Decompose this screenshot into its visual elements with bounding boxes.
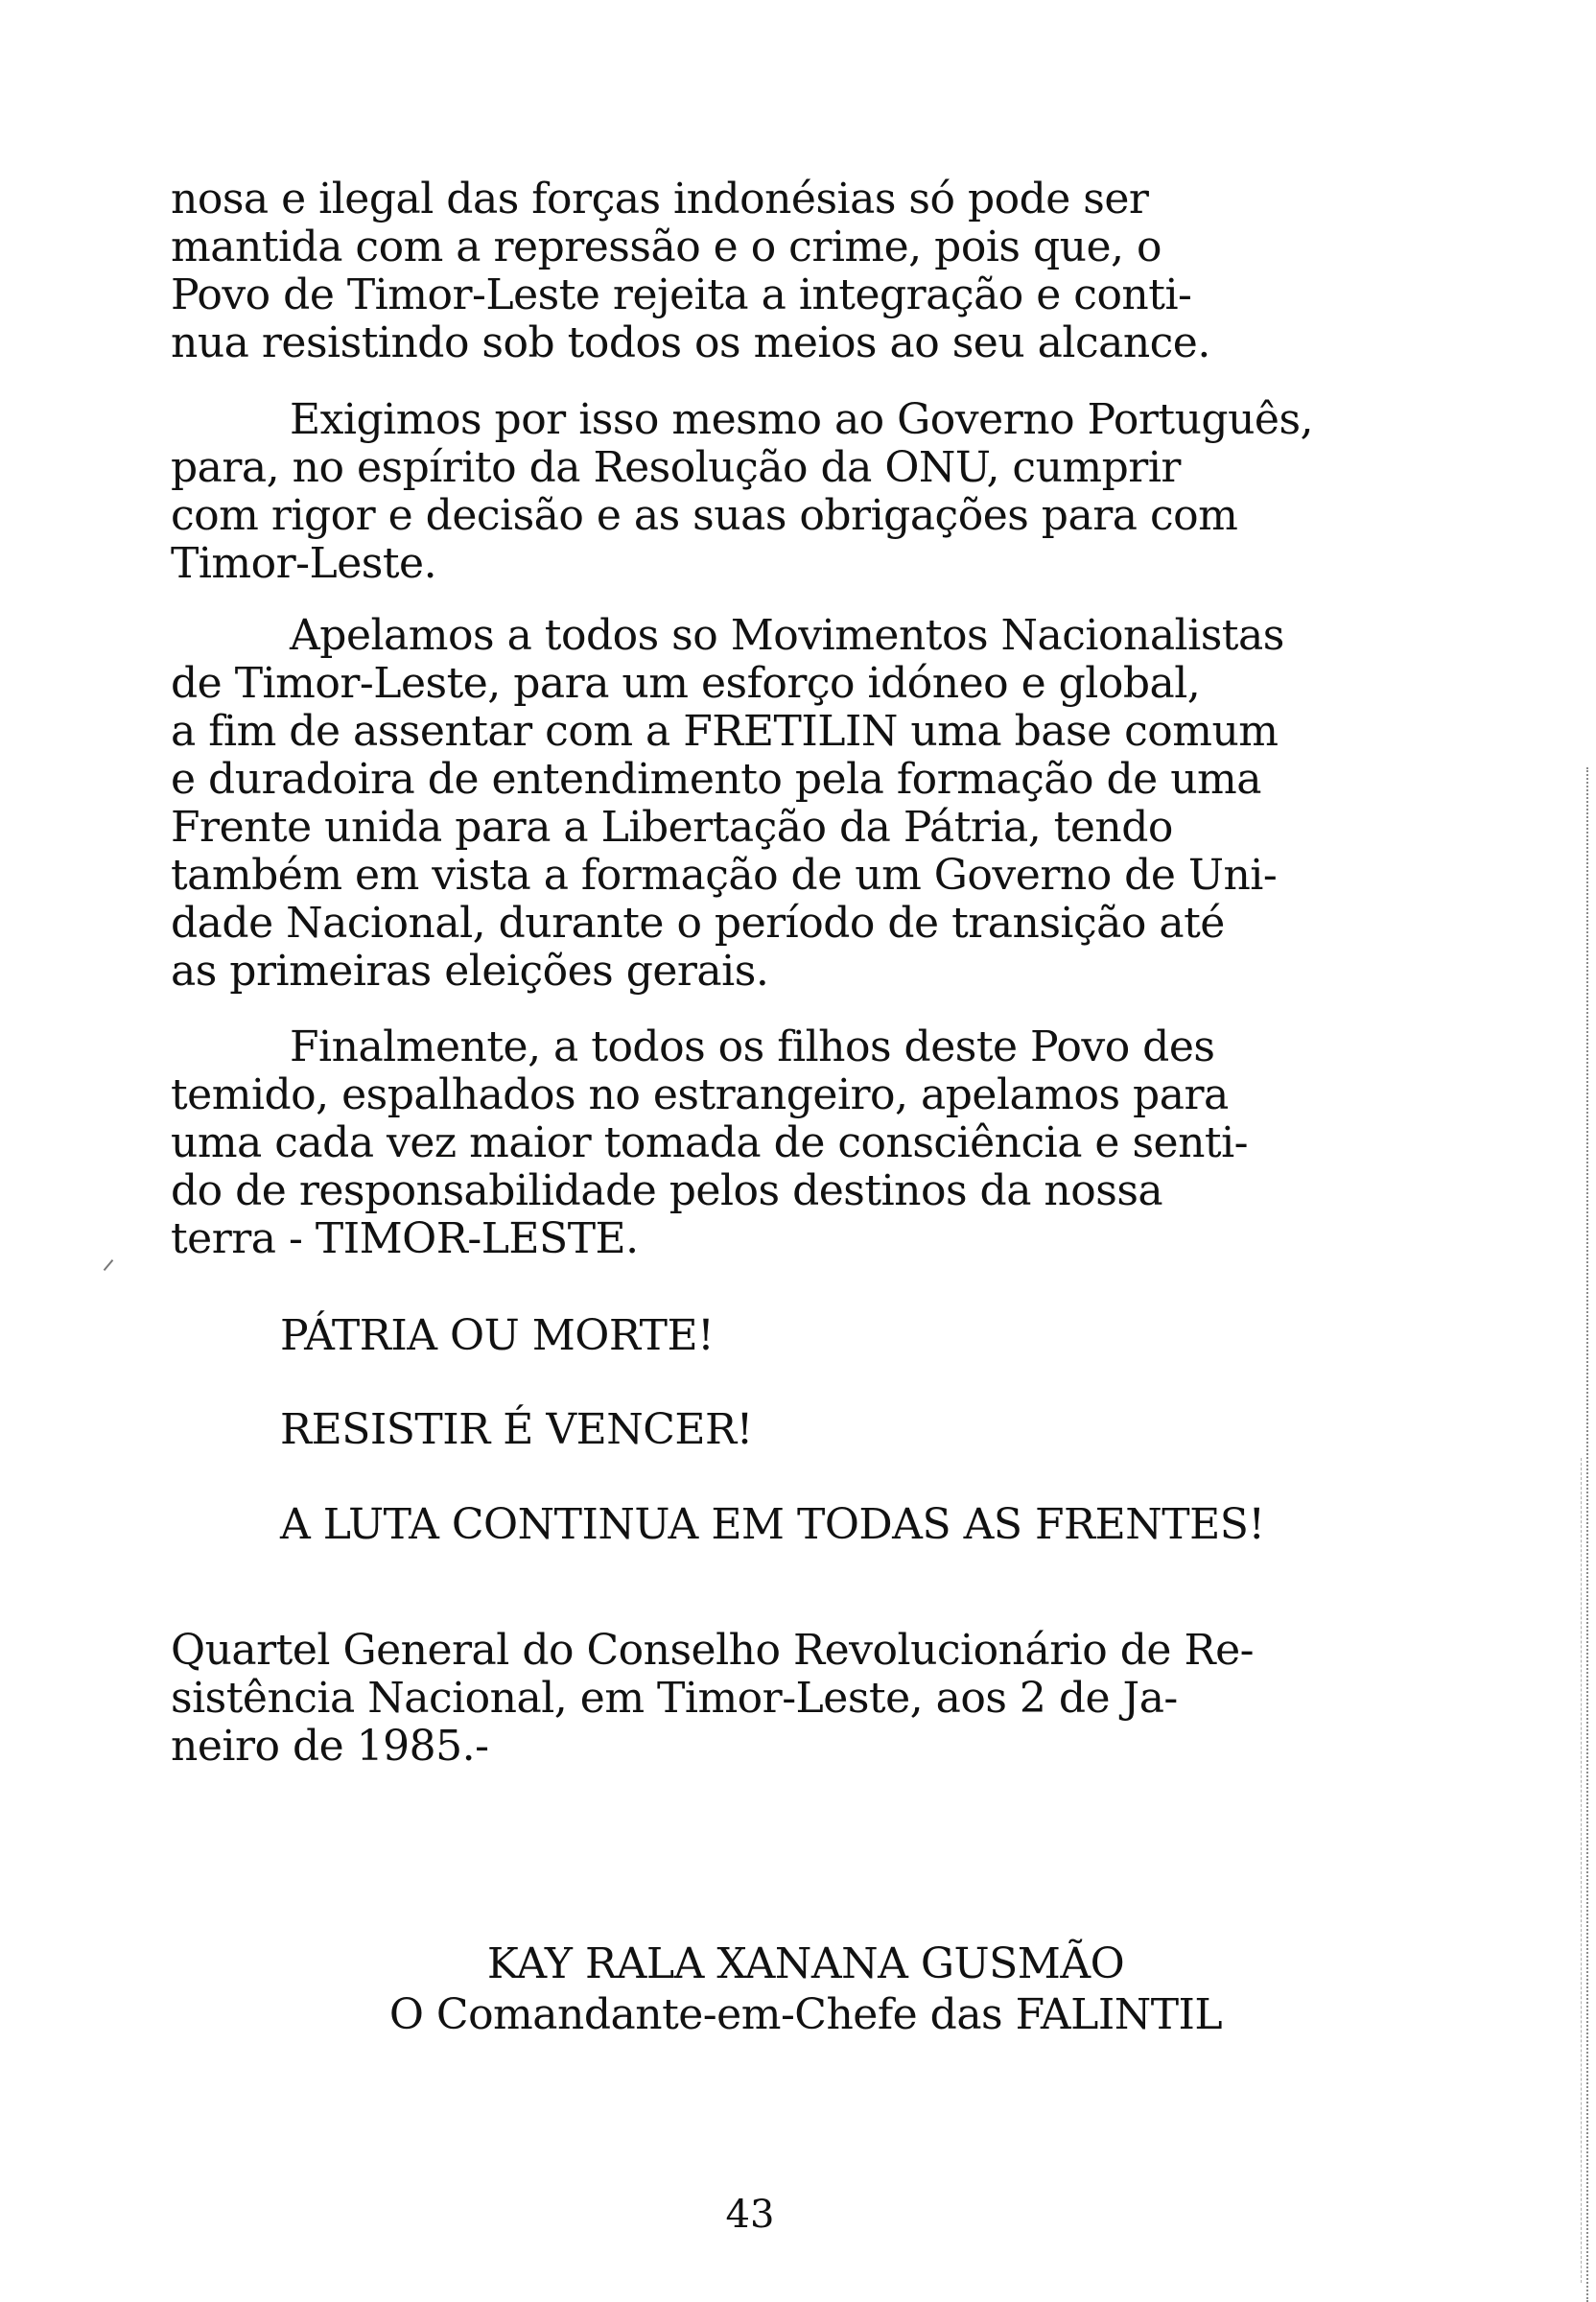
signature-name: KAY RALA XANANA GUSMÃO (486, 1939, 1125, 1988)
paragraph-line: as primeiras eleições gerais. (171, 947, 769, 996)
closing-line: neiro de 1985.- (171, 1722, 489, 1771)
paragraph-line: de Timor-Leste, para um esforço idóneo e global, (171, 659, 1201, 708)
paragraph-line: e duradoira de entendimento pela formação de uma (171, 755, 1261, 804)
paragraph-4 (171, 1023, 1379, 1263)
closing-line: sistência Nacional, em Timor-Leste, aos 2 de Ja- (171, 1674, 1178, 1723)
paragraph-line: terra - TIMOR-LESTE. (171, 1214, 639, 1263)
paragraph-line: Frente unida para a Libertação da Pátria, tendo (171, 803, 1173, 852)
paragraph-line: nua resistindo sob todos os meios ao seu alcance. (171, 318, 1210, 367)
paragraph-line: nosa e ilegal das forças indonésias só pode ser (171, 175, 1149, 223)
scan-margin-line-secondary (1581, 1458, 1582, 2283)
scan-stray-mark (104, 1259, 114, 1271)
paragraph-line: Timor-Leste. (171, 539, 437, 588)
paragraph-line: uma cada vez maior tomada de consciência e senti- (171, 1118, 1249, 1167)
slogan-resistir-e-vencer: RESISTIR É VENCER! (280, 1405, 753, 1454)
signature-title: O Comandante-em-Chefe das FALINTIL (388, 1990, 1223, 2039)
slogan-a-luta-continua: A LUTA CONTINUA EM TODAS AS FRENTES! (280, 1500, 1265, 1549)
page-number: 43 (725, 2193, 775, 2237)
paragraph-line: com rigor e decisão e as suas obrigações para com (171, 491, 1238, 540)
paragraph-line: Exigimos por isso mesmo ao Governo Português, (290, 395, 1314, 444)
paragraph-3 (171, 612, 1379, 996)
closing-statement (171, 1627, 1379, 1771)
paragraph-line: Finalmente, a todos os filhos deste Povo des (290, 1022, 1215, 1071)
closing-line: Quartel General do Conselho Revolucionário de Re- (171, 1626, 1254, 1675)
paragraph-line: temido, espalhados no estrangeiro, apelamos para (171, 1070, 1229, 1119)
paragraph-line: mantida com a repressão e o crime, pois que, o (171, 223, 1162, 271)
paragraph-line: a fim de assentar com a FRETILIN uma base comum (171, 707, 1279, 756)
paragraph-line: do de responsabilidade pelos destinos da nossa (171, 1166, 1163, 1215)
scan-margin-line (1586, 767, 1588, 2302)
paragraph-line: dade Nacional, durante o período de transição até (171, 899, 1225, 948)
paragraph-1 (171, 176, 1379, 367)
slogan-patria-ou-morte: PÁTRIA OU MORTE! (280, 1311, 715, 1360)
paragraph-line: também em vista a formação de um Governo de Uni- (171, 851, 1278, 900)
paragraph-2 (171, 396, 1379, 588)
paragraph-line: Povo de Timor-Leste rejeita a integração e conti- (171, 270, 1192, 319)
paragraph-line: Apelamos a todos so Movimentos Nacionalistas (290, 611, 1284, 660)
paragraph-line: para, no espírito da Resolução da ONU, cumprir (171, 443, 1181, 492)
